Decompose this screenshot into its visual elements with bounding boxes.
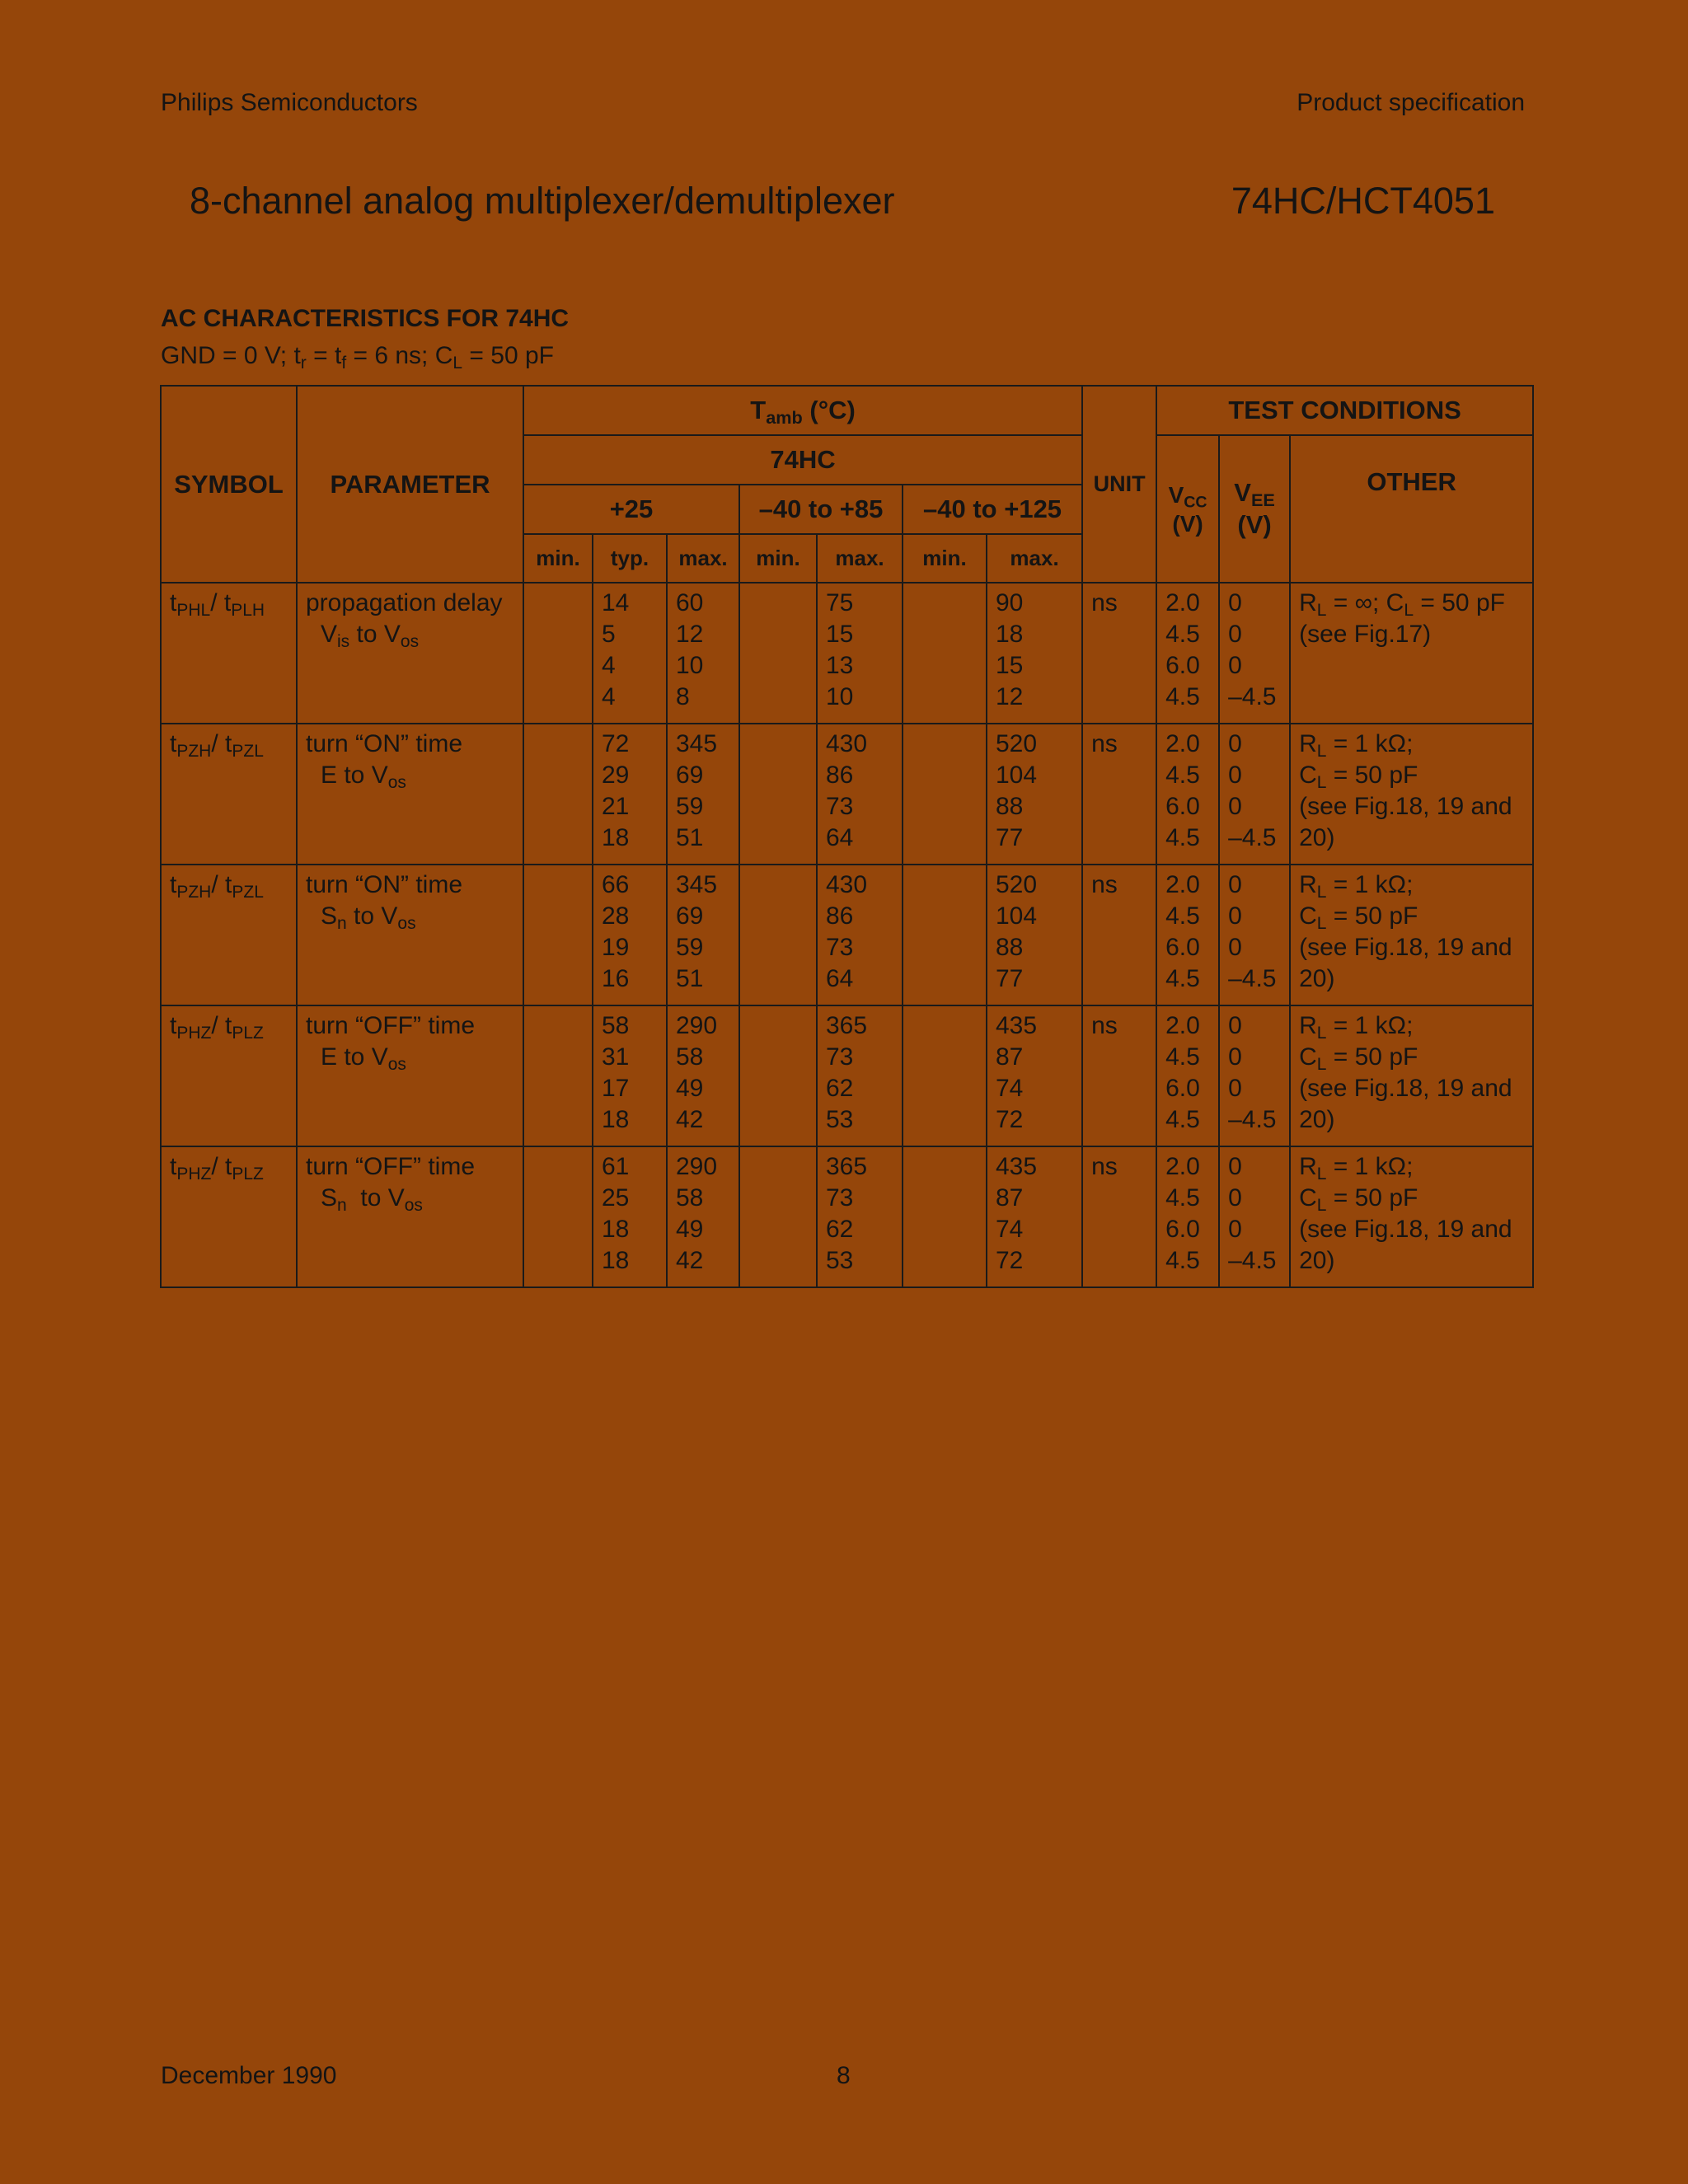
min-85-cell <box>739 865 817 1005</box>
max-125-cell: 435 87 74 72 <box>987 1005 1082 1146</box>
max-85-cell: 365 73 62 53 <box>817 1146 903 1287</box>
max-25-cell: 290 58 49 42 <box>667 1146 739 1287</box>
min-85-cell <box>739 1005 817 1146</box>
min-25-cell <box>523 1146 593 1287</box>
family-header: 74HC <box>523 435 1082 485</box>
header-company: Philips Semiconductors <box>161 89 418 116</box>
typ-25-cell: 14 5 4 4 <box>593 583 667 724</box>
section-conditions: GND = 0 V; $t_r = t_f = 6$ ns; $C_L = 50$ pF <box>161 342 554 373</box>
other-conditions-cell: $R_L = 1$ kΩ; $C_L = 50$ pF (see Fig.18, 19 and 20) <box>1290 1005 1533 1146</box>
min-125-cell <box>903 583 987 724</box>
other-header: OTHER <box>1290 435 1533 583</box>
symbol-cell: $t_{PHL}/$ $t_{PLH}$ <box>161 583 297 724</box>
max-125-header: max. <box>987 534 1082 583</box>
typ-25-cell: 61 25 18 18 <box>593 1146 667 1287</box>
unit-header: UNIT <box>1082 386 1156 583</box>
max-85-header: max. <box>817 534 903 583</box>
max-85-cell: 430 86 73 64 <box>817 724 903 865</box>
max-125-cell: 90 18 15 12 <box>987 583 1082 724</box>
vee-cell: 0 0 0 –4.5 <box>1219 724 1290 865</box>
vee-header: $V_{EE}$ (V) <box>1219 435 1290 583</box>
typ-25-cell: 58 31 17 18 <box>593 1005 667 1146</box>
min-85-cell <box>739 1146 817 1287</box>
document-title: 8-channel analog multiplexer/demultiplexer <box>190 180 895 222</box>
max-85-cell: 75 15 13 10 <box>817 583 903 724</box>
unit-cell: ns <box>1082 865 1156 1005</box>
table-row <box>161 724 1533 865</box>
footer-date: December 1990 <box>161 2062 337 2089</box>
min-25-cell <box>523 724 593 865</box>
unit-cell: ns <box>1082 724 1156 865</box>
parameter-cell: propagation delay $V_{is}$ to $V_{os}$ <box>297 583 523 724</box>
other-conditions-cell: $R_L = 1$ kΩ; $C_L = 50$ pF (see Fig.18, 19 and 20) <box>1290 1146 1533 1287</box>
parameter-cell: turn “OFF” time $S_n$ to $V_{os}$ <box>297 1146 523 1287</box>
min-25-cell <box>523 865 593 1005</box>
ac-characteristics-table <box>160 385 1534 1288</box>
min-125-cell <box>903 724 987 865</box>
vee-cell: 0 0 0 –4.5 <box>1219 1146 1290 1287</box>
section-title: AC CHARACTERISTICS FOR 74HC <box>161 305 570 332</box>
vcc-cell: 2.0 4.5 6.0 4.5 <box>1156 724 1219 865</box>
temp-85-header: –40 to +85 <box>739 485 903 534</box>
other-conditions-cell: $R_L = 1$ kΩ; $C_L = 50$ pF (see Fig.18, 19 and 20) <box>1290 865 1533 1005</box>
table-row <box>161 583 1533 724</box>
symbol-header: SYMBOL <box>161 386 297 583</box>
parameter-cell: turn “OFF” time E to $V_{os}$ <box>297 1005 523 1146</box>
max-125-cell: 435 87 74 72 <box>987 1146 1082 1287</box>
max-125-cell: 520 104 88 77 <box>987 865 1082 1005</box>
vee-cell: 0 0 0 –4.5 <box>1219 1005 1290 1146</box>
max-25-header: max. <box>667 534 739 583</box>
other-conditions-cell: $R_L$ = ∞; $C_L = 50$ pF (see Fig.17) <box>1290 583 1533 724</box>
unit-cell: ns <box>1082 583 1156 724</box>
unit-cell: ns <box>1082 1146 1156 1287</box>
parameter-header: PARAMETER <box>297 386 523 583</box>
vcc-cell: 2.0 4.5 6.0 4.5 <box>1156 583 1219 724</box>
min-85-cell <box>739 724 817 865</box>
max-85-cell: 430 86 73 64 <box>817 865 903 1005</box>
table-row <box>161 1146 1533 1287</box>
vee-cell: 0 0 0 –4.5 <box>1219 865 1290 1005</box>
vcc-cell: 2.0 4.5 6.0 4.5 <box>1156 1146 1219 1287</box>
min-125-header: min. <box>903 534 987 583</box>
max-25-cell: 345 69 59 51 <box>667 724 739 865</box>
temp-25-header: +25 <box>523 485 739 534</box>
symbol-cell: $t_{PHZ}/$ $t_{PLZ}$ <box>161 1146 297 1287</box>
unit-cell: ns <box>1082 1005 1156 1146</box>
typ-25-cell: 72 29 21 18 <box>593 724 667 865</box>
test-conditions-header: TEST CONDITIONS <box>1156 386 1533 435</box>
table-row <box>161 1005 1533 1146</box>
vcc-header: $V_{CC}$ (V) <box>1156 435 1219 583</box>
max-25-cell: 60 12 10 8 <box>667 583 739 724</box>
max-125-cell: 520 104 88 77 <box>987 724 1082 865</box>
parameter-cell: turn “ON” time E to $V_{os}$ <box>297 724 523 865</box>
min-25-cell <box>523 1005 593 1146</box>
other-conditions-cell: $R_L = 1$ kΩ; $C_L = 50$ pF (see Fig.18, 19 and 20) <box>1290 724 1533 865</box>
symbol-cell: $t_{PZH}/$ $t_{PZL}$ <box>161 865 297 1005</box>
vcc-cell: 2.0 4.5 6.0 4.5 <box>1156 1005 1219 1146</box>
min-85-cell <box>739 583 817 724</box>
vcc-cell: 2.0 4.5 6.0 4.5 <box>1156 865 1219 1005</box>
min-125-cell <box>903 1005 987 1146</box>
vee-cell: 0 0 0 –4.5 <box>1219 583 1290 724</box>
max-85-cell: 365 73 62 53 <box>817 1005 903 1146</box>
footer-page-number: 8 <box>837 2062 851 2089</box>
symbol-cell: $t_{PHZ}/$ $t_{PLZ}$ <box>161 1005 297 1146</box>
min-25-header: min. <box>523 534 593 583</box>
min-125-cell <box>903 1146 987 1287</box>
part-number: 74HC/HCT4051 <box>1231 180 1495 222</box>
symbol-cell: $t_{PZH}/$ $t_{PZL}$ <box>161 724 297 865</box>
typ-25-header: typ. <box>593 534 667 583</box>
header-doc-type: Product specification <box>1296 89 1525 116</box>
temp-125-header: –40 to +125 <box>903 485 1082 534</box>
typ-25-cell: 66 28 19 16 <box>593 865 667 1005</box>
min-125-cell <box>903 865 987 1005</box>
max-25-cell: 345 69 59 51 <box>667 865 739 1005</box>
min-85-header: min. <box>739 534 817 583</box>
parameter-cell: turn “ON” time $S_n$ to $V_{os}$ <box>297 865 523 1005</box>
min-25-cell <box>523 583 593 724</box>
table-row <box>161 865 1533 1005</box>
max-25-cell: 290 58 49 42 <box>667 1005 739 1146</box>
tamb-header: $T_{amb}$ (°C) <box>523 386 1082 435</box>
